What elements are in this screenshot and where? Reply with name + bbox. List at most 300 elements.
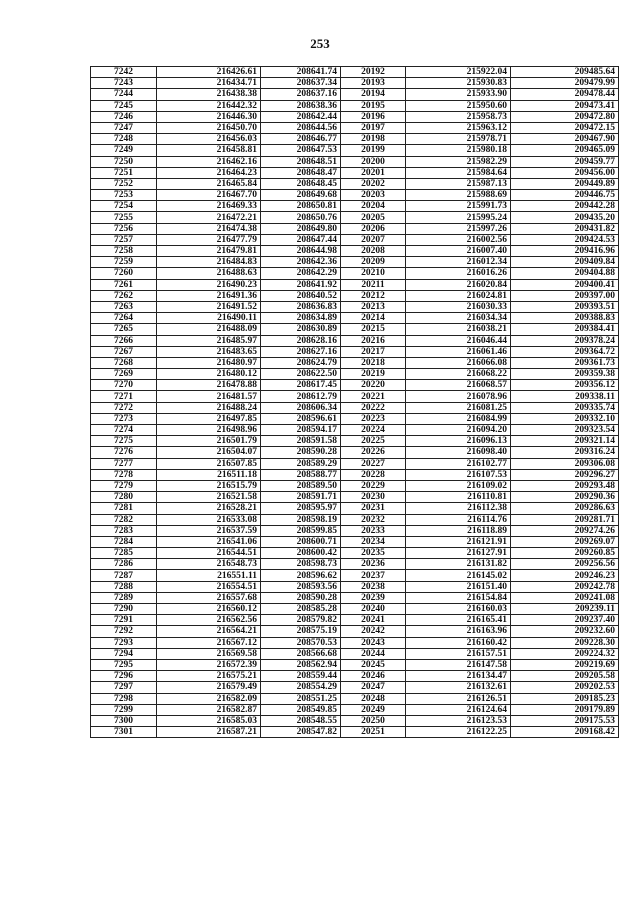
x-coordinate-right-cell: 216112.38 [406,503,511,514]
x-coordinate-right-cell: 216160.03 [406,604,511,615]
y-coordinate-left-cell: 208641.92 [261,279,341,290]
point-number-right-cell: 20243 [341,637,406,648]
table-row [91,301,619,312]
point-number-right-cell: 20235 [341,548,406,559]
point-number-right-cell: 20194 [341,89,406,100]
point-number-right-cell: 20221 [341,391,406,402]
table-row [91,391,619,402]
table-row [91,659,619,670]
x-coordinate-left-cell: 216479.81 [157,246,261,257]
y-coordinate-right-cell: 209442.28 [511,201,619,212]
y-coordinate-left-cell: 208627.16 [261,346,341,357]
x-coordinate-right-cell: 216007.40 [406,246,511,257]
table-row [91,626,619,637]
x-coordinate-left-cell: 216472.21 [157,212,261,223]
y-coordinate-right-cell: 209296.27 [511,469,619,480]
y-coordinate-right-cell: 209179.89 [511,704,619,715]
y-coordinate-right-cell: 209175.53 [511,715,619,726]
y-coordinate-right-cell: 209260.85 [511,548,619,559]
y-coordinate-right-cell: 209397.00 [511,290,619,301]
y-coordinate-left-cell: 208612.79 [261,391,341,402]
point-number-right-cell: 20212 [341,290,406,301]
x-coordinate-left-cell: 216488.24 [157,402,261,413]
x-coordinate-left-cell: 216554.51 [157,581,261,592]
y-coordinate-left-cell: 208598.19 [261,514,341,525]
table-row [91,727,619,738]
x-coordinate-left-cell: 216560.12 [157,604,261,615]
table-row [91,167,619,178]
y-coordinate-left-cell: 208600.71 [261,536,341,547]
table-row [91,122,619,133]
y-coordinate-left-cell: 208596.62 [261,570,341,581]
table-row [91,447,619,458]
x-coordinate-right-cell: 215982.29 [406,156,511,167]
y-coordinate-right-cell: 209472.15 [511,122,619,133]
point-number-left-cell: 7267 [91,346,157,357]
point-number-left-cell: 7291 [91,615,157,626]
y-coordinate-left-cell: 208640.52 [261,290,341,301]
point-number-right-cell: 20196 [341,111,406,122]
table-row [91,335,619,346]
y-coordinate-right-cell: 209361.73 [511,357,619,368]
x-coordinate-left-cell: 216488.09 [157,324,261,335]
point-number-right-cell: 20247 [341,682,406,693]
x-coordinate-right-cell: 215988.69 [406,190,511,201]
x-coordinate-left-cell: 216544.51 [157,548,261,559]
point-number-right-cell: 20244 [341,648,406,659]
x-coordinate-right-cell: 216124.64 [406,704,511,715]
x-coordinate-left-cell: 216541.06 [157,536,261,547]
point-number-right-cell: 20214 [341,313,406,324]
point-number-right-cell: 20219 [341,369,406,380]
y-coordinate-left-cell: 208644.98 [261,246,341,257]
point-number-left-cell: 7297 [91,682,157,693]
y-coordinate-left-cell: 208606.34 [261,402,341,413]
y-coordinate-right-cell: 209323.54 [511,425,619,436]
x-coordinate-right-cell: 216134.47 [406,671,511,682]
table-row [91,581,619,592]
point-number-right-cell: 20217 [341,346,406,357]
y-coordinate-left-cell: 208650.76 [261,212,341,223]
x-coordinate-left-cell: 216551.11 [157,570,261,581]
y-coordinate-right-cell: 209435.20 [511,212,619,223]
point-number-left-cell: 7243 [91,78,157,89]
y-coordinate-right-cell: 209274.26 [511,525,619,536]
table-row [91,637,619,648]
y-coordinate-right-cell: 209431.82 [511,223,619,234]
point-number-left-cell: 7288 [91,581,157,592]
x-coordinate-left-cell: 216480.12 [157,369,261,380]
point-number-right-cell: 20245 [341,659,406,670]
y-coordinate-right-cell: 209185.23 [511,693,619,704]
point-number-left-cell: 7272 [91,402,157,413]
y-coordinate-right-cell: 209359.38 [511,369,619,380]
point-number-left-cell: 7299 [91,704,157,715]
point-number-right-cell: 20207 [341,234,406,245]
x-coordinate-right-cell: 215978.71 [406,134,511,145]
point-number-right-cell: 20233 [341,525,406,536]
point-number-left-cell: 7250 [91,156,157,167]
point-number-left-cell: 7259 [91,257,157,268]
y-coordinate-left-cell: 208644.56 [261,122,341,133]
y-coordinate-right-cell: 209393.51 [511,301,619,312]
x-coordinate-right-cell: 216016.26 [406,268,511,279]
x-coordinate-left-cell: 216490.11 [157,313,261,324]
point-number-left-cell: 7251 [91,167,157,178]
x-coordinate-left-cell: 216564.21 [157,626,261,637]
y-coordinate-right-cell: 209404.88 [511,268,619,279]
point-number-right-cell: 20224 [341,425,406,436]
coordinates-table [90,66,619,738]
x-coordinate-left-cell: 216456.03 [157,134,261,145]
point-number-right-cell: 20251 [341,727,406,738]
x-coordinate-left-cell: 216483.65 [157,346,261,357]
x-coordinate-left-cell: 216438.38 [157,89,261,100]
table-row [91,693,619,704]
x-coordinate-left-cell: 216557.68 [157,592,261,603]
y-coordinate-left-cell: 208589.50 [261,480,341,491]
y-coordinate-right-cell: 209316.24 [511,447,619,458]
y-coordinate-left-cell: 208649.80 [261,223,341,234]
y-coordinate-left-cell: 208591.58 [261,436,341,447]
point-number-left-cell: 7249 [91,145,157,156]
point-number-left-cell: 7255 [91,212,157,223]
y-coordinate-right-cell: 209338.11 [511,391,619,402]
y-coordinate-right-cell: 209335.74 [511,402,619,413]
y-coordinate-left-cell: 208646.77 [261,134,341,145]
y-coordinate-right-cell: 209388.83 [511,313,619,324]
y-coordinate-left-cell: 208575.19 [261,626,341,637]
y-coordinate-right-cell: 209465.09 [511,145,619,156]
y-coordinate-right-cell: 209400.41 [511,279,619,290]
y-coordinate-left-cell: 208588.77 [261,469,341,480]
x-coordinate-right-cell: 216114.76 [406,514,511,525]
x-coordinate-right-cell: 216068.22 [406,369,511,380]
table-row [91,212,619,223]
table-row [91,413,619,424]
point-number-left-cell: 7258 [91,246,157,257]
y-coordinate-left-cell: 208636.83 [261,301,341,312]
y-coordinate-right-cell: 209237.40 [511,615,619,626]
point-number-left-cell: 7247 [91,122,157,133]
x-coordinate-right-cell: 216118.89 [406,525,511,536]
table-row [91,715,619,726]
table-row [91,514,619,525]
point-number-left-cell: 7252 [91,178,157,189]
point-number-right-cell: 20209 [341,257,406,268]
y-coordinate-right-cell: 209256.56 [511,559,619,570]
x-coordinate-right-cell: 216109.02 [406,480,511,491]
point-number-right-cell: 20218 [341,357,406,368]
x-coordinate-left-cell: 216467.70 [157,190,261,201]
x-coordinate-right-cell: 216145.02 [406,570,511,581]
point-number-left-cell: 7284 [91,536,157,547]
x-coordinate-right-cell: 215958.73 [406,111,511,122]
point-number-left-cell: 7300 [91,715,157,726]
y-coordinate-right-cell: 209168.42 [511,727,619,738]
x-coordinate-left-cell: 216450.70 [157,122,261,133]
x-coordinate-right-cell: 216147.58 [406,659,511,670]
x-coordinate-left-cell: 216582.09 [157,693,261,704]
x-coordinate-right-cell: 215984.64 [406,167,511,178]
x-coordinate-left-cell: 216491.36 [157,290,261,301]
x-coordinate-left-cell: 216490.23 [157,279,261,290]
x-coordinate-right-cell: 215995.24 [406,212,511,223]
table-row [91,313,619,324]
point-number-right-cell: 20216 [341,335,406,346]
y-coordinate-right-cell: 209269.07 [511,536,619,547]
x-coordinate-right-cell: 216030.33 [406,301,511,312]
point-number-left-cell: 7268 [91,357,157,368]
x-coordinate-right-cell: 216002.56 [406,234,511,245]
x-coordinate-right-cell: 215987.13 [406,178,511,189]
y-coordinate-left-cell: 208622.50 [261,369,341,380]
point-number-right-cell: 20246 [341,671,406,682]
x-coordinate-left-cell: 216572.39 [157,659,261,670]
x-coordinate-right-cell: 216126.51 [406,693,511,704]
y-coordinate-right-cell: 209378.24 [511,335,619,346]
x-coordinate-left-cell: 216511.18 [157,469,261,480]
point-number-right-cell: 20199 [341,145,406,156]
y-coordinate-left-cell: 208559.44 [261,671,341,682]
x-coordinate-right-cell: 216020.84 [406,279,511,290]
point-number-left-cell: 7294 [91,648,157,659]
x-coordinate-right-cell: 216110.81 [406,492,511,503]
point-number-right-cell: 20229 [341,480,406,491]
table-row [91,682,619,693]
x-coordinate-left-cell: 216582.87 [157,704,261,715]
y-coordinate-left-cell: 208647.44 [261,234,341,245]
y-coordinate-left-cell: 208641.74 [261,67,341,78]
x-coordinate-right-cell: 215930.83 [406,78,511,89]
y-coordinate-left-cell: 208647.53 [261,145,341,156]
y-coordinate-left-cell: 208634.89 [261,313,341,324]
point-number-right-cell: 20232 [341,514,406,525]
point-number-left-cell: 7264 [91,313,157,324]
table-row [91,615,619,626]
point-number-left-cell: 7244 [91,89,157,100]
x-coordinate-right-cell: 216024.81 [406,290,511,301]
y-coordinate-right-cell: 209219.69 [511,659,619,670]
table-row [91,234,619,245]
y-coordinate-left-cell: 208642.44 [261,111,341,122]
point-number-right-cell: 20234 [341,536,406,547]
point-number-right-cell: 20248 [341,693,406,704]
x-coordinate-right-cell: 216096.13 [406,436,511,447]
point-number-right-cell: 20241 [341,615,406,626]
y-coordinate-right-cell: 209232.60 [511,626,619,637]
y-coordinate-right-cell: 209321.14 [511,436,619,447]
point-number-right-cell: 20197 [341,122,406,133]
y-coordinate-left-cell: 208638.36 [261,100,341,111]
x-coordinate-left-cell: 216587.21 [157,727,261,738]
table-row [91,671,619,682]
point-number-right-cell: 20203 [341,190,406,201]
point-number-left-cell: 7260 [91,268,157,279]
point-number-left-cell: 7286 [91,559,157,570]
y-coordinate-right-cell: 209446.75 [511,190,619,201]
x-coordinate-left-cell: 216567.12 [157,637,261,648]
x-coordinate-right-cell: 216127.91 [406,548,511,559]
y-coordinate-right-cell: 209281.71 [511,514,619,525]
y-coordinate-right-cell: 209456.00 [511,167,619,178]
x-coordinate-left-cell: 216515.79 [157,480,261,491]
table-row [91,324,619,335]
y-coordinate-left-cell: 208594.17 [261,425,341,436]
point-number-left-cell: 7287 [91,570,157,581]
point-number-left-cell: 7242 [91,67,157,78]
y-coordinate-left-cell: 208570.53 [261,637,341,648]
point-number-left-cell: 7254 [91,201,157,212]
point-number-left-cell: 7285 [91,548,157,559]
table-row [91,201,619,212]
table-row [91,257,619,268]
x-coordinate-right-cell: 216084.99 [406,413,511,424]
x-coordinate-left-cell: 216426.61 [157,67,261,78]
point-number-right-cell: 20220 [341,380,406,391]
x-coordinate-right-cell: 216078.96 [406,391,511,402]
point-number-right-cell: 20238 [341,581,406,592]
point-number-right-cell: 20242 [341,626,406,637]
y-coordinate-left-cell: 208598.73 [261,559,341,570]
point-number-right-cell: 20205 [341,212,406,223]
table-row [91,380,619,391]
x-coordinate-left-cell: 216569.58 [157,648,261,659]
point-number-left-cell: 7265 [91,324,157,335]
y-coordinate-left-cell: 208596.61 [261,413,341,424]
point-number-left-cell: 7270 [91,380,157,391]
x-coordinate-left-cell: 216465.84 [157,178,261,189]
x-coordinate-right-cell: 215933.90 [406,89,511,100]
x-coordinate-left-cell: 216488.63 [157,268,261,279]
x-coordinate-left-cell: 216585.03 [157,715,261,726]
x-coordinate-right-cell: 216066.08 [406,357,511,368]
point-number-left-cell: 7278 [91,469,157,480]
point-number-right-cell: 20192 [341,67,406,78]
y-coordinate-left-cell: 208566.68 [261,648,341,659]
point-number-left-cell: 7271 [91,391,157,402]
y-coordinate-left-cell: 208589.29 [261,458,341,469]
point-number-right-cell: 20239 [341,592,406,603]
point-number-right-cell: 20240 [341,604,406,615]
x-coordinate-left-cell: 216548.73 [157,559,261,570]
point-number-left-cell: 7256 [91,223,157,234]
point-number-left-cell: 7292 [91,626,157,637]
y-coordinate-right-cell: 209384.41 [511,324,619,335]
x-coordinate-left-cell: 216528.21 [157,503,261,514]
point-number-right-cell: 20200 [341,156,406,167]
table-row [91,190,619,201]
y-coordinate-right-cell: 209364.72 [511,346,619,357]
point-number-left-cell: 7282 [91,514,157,525]
point-number-right-cell: 20225 [341,436,406,447]
x-coordinate-left-cell: 216469.33 [157,201,261,212]
table-row [91,604,619,615]
x-coordinate-right-cell: 215980.18 [406,145,511,156]
table-row [91,78,619,89]
table-row [91,570,619,581]
y-coordinate-left-cell: 208628.16 [261,335,341,346]
point-number-right-cell: 20206 [341,223,406,234]
y-coordinate-right-cell: 209205.58 [511,671,619,682]
y-coordinate-right-cell: 209472.80 [511,111,619,122]
x-coordinate-right-cell: 216123.53 [406,715,511,726]
table-row [91,145,619,156]
x-coordinate-left-cell: 216442.32 [157,100,261,111]
point-number-right-cell: 20227 [341,458,406,469]
table-row [91,648,619,659]
y-coordinate-left-cell: 208642.36 [261,257,341,268]
table-row [91,346,619,357]
table-row [91,402,619,413]
y-coordinate-left-cell: 208579.82 [261,615,341,626]
y-coordinate-left-cell: 208593.56 [261,581,341,592]
point-number-left-cell: 7275 [91,436,157,447]
y-coordinate-right-cell: 209293.48 [511,480,619,491]
table-row [91,536,619,547]
x-coordinate-right-cell: 216157.51 [406,648,511,659]
x-coordinate-left-cell: 216491.52 [157,301,261,312]
point-number-left-cell: 7276 [91,447,157,458]
point-number-left-cell: 7266 [91,335,157,346]
y-coordinate-left-cell: 208591.71 [261,492,341,503]
x-coordinate-right-cell: 216107.53 [406,469,511,480]
point-number-left-cell: 7253 [91,190,157,201]
y-coordinate-right-cell: 209202.53 [511,682,619,693]
y-coordinate-left-cell: 208650.81 [261,201,341,212]
point-number-left-cell: 7293 [91,637,157,648]
y-coordinate-right-cell: 209239.11 [511,604,619,615]
x-coordinate-right-cell: 215997.26 [406,223,511,234]
point-number-left-cell: 7296 [91,671,157,682]
y-coordinate-right-cell: 209356.12 [511,380,619,391]
table-row [91,89,619,100]
x-coordinate-left-cell: 216497.85 [157,413,261,424]
point-number-right-cell: 20202 [341,178,406,189]
table-row [91,178,619,189]
point-number-right-cell: 20204 [341,201,406,212]
x-coordinate-right-cell: 216160.42 [406,637,511,648]
x-coordinate-right-cell: 216132.61 [406,682,511,693]
x-coordinate-right-cell: 216012.34 [406,257,511,268]
y-coordinate-left-cell: 208547.82 [261,727,341,738]
point-number-left-cell: 7298 [91,693,157,704]
table-row [91,100,619,111]
y-coordinate-right-cell: 209286.63 [511,503,619,514]
table-row [91,111,619,122]
point-number-right-cell: 20226 [341,447,406,458]
point-number-right-cell: 20230 [341,492,406,503]
point-number-left-cell: 7283 [91,525,157,536]
x-coordinate-left-cell: 216507.85 [157,458,261,469]
point-number-right-cell: 20237 [341,570,406,581]
y-coordinate-left-cell: 208599.85 [261,525,341,536]
point-number-right-cell: 20201 [341,167,406,178]
point-number-left-cell: 7290 [91,604,157,615]
point-number-left-cell: 7301 [91,727,157,738]
y-coordinate-right-cell: 209241.08 [511,592,619,603]
x-coordinate-right-cell: 216061.46 [406,346,511,357]
y-coordinate-left-cell: 208585.28 [261,604,341,615]
x-coordinate-right-cell: 216098.40 [406,447,511,458]
table-row [91,559,619,570]
y-coordinate-left-cell: 208590.28 [261,592,341,603]
table-row [91,469,619,480]
table-row [91,134,619,145]
point-number-right-cell: 20193 [341,78,406,89]
point-number-right-cell: 20208 [341,246,406,257]
point-number-right-cell: 20236 [341,559,406,570]
